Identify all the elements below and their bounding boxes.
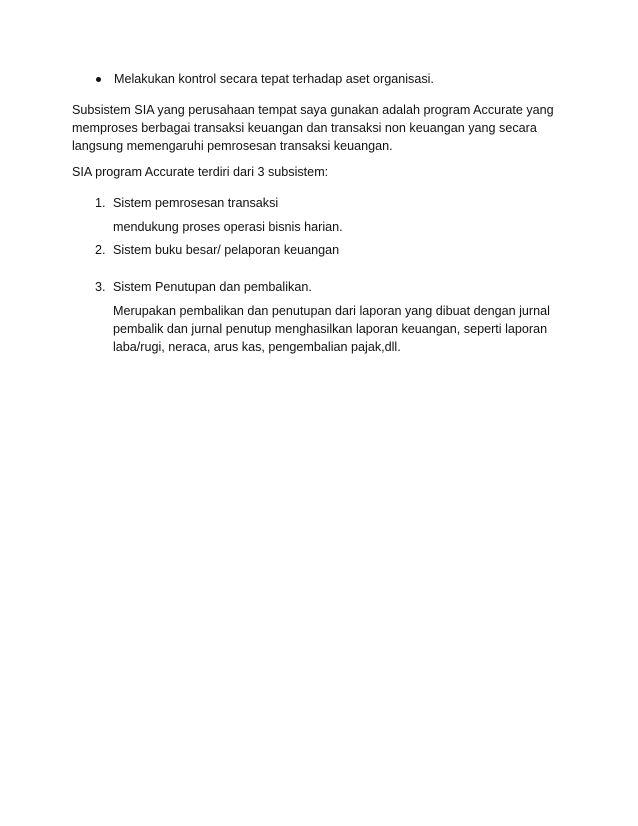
bullet-text: Melakukan kontrol secara tepat terhadap aset organisasi. xyxy=(114,72,434,86)
list-item-title: Sistem Penutupan dan pembalikan. xyxy=(113,280,312,294)
description-line: Merupakan pembalikan dan penutupan dari laporan yang dibuat dengan jurnal xyxy=(113,304,550,318)
list-item-1-description xyxy=(113,218,573,236)
paragraph-line: SIA program Accurate terdiri dari 3 subsistem: xyxy=(72,165,329,179)
description-line: laba/rugi, neraca, arus kas, pengembalian pajak,dll. xyxy=(113,340,401,354)
paragraph-line: memproses berbagai transaksi keuangan dan transaksi non keuangan yang secara xyxy=(72,121,537,135)
list-item-3-description xyxy=(113,302,573,356)
paragraph-subsystem-intro xyxy=(72,163,572,181)
list-number: 3. xyxy=(95,280,106,294)
bullet-dot-icon xyxy=(96,77,101,82)
paragraph-subsystem-description xyxy=(72,101,572,155)
list-item-title: Sistem pemrosesan transaksi xyxy=(113,196,279,210)
list-number: 2. xyxy=(95,243,106,257)
description-line: mendukung proses operasi bisnis harian. xyxy=(113,220,343,234)
list-item-title: Sistem buku besar/ pelaporan keuangan xyxy=(113,243,340,257)
description-line: pembalik dan jurnal penutup menghasilkan laporan keuangan, seperti laporan xyxy=(113,322,548,336)
list-number: 1. xyxy=(95,196,106,210)
paragraph-line: langsung memengaruhi pemrosesan transaksi keuangan. xyxy=(72,139,393,153)
paragraph-line: Subsistem SIA yang perusahaan tempat saya gunakan adalah program Accurate yang xyxy=(72,103,554,117)
